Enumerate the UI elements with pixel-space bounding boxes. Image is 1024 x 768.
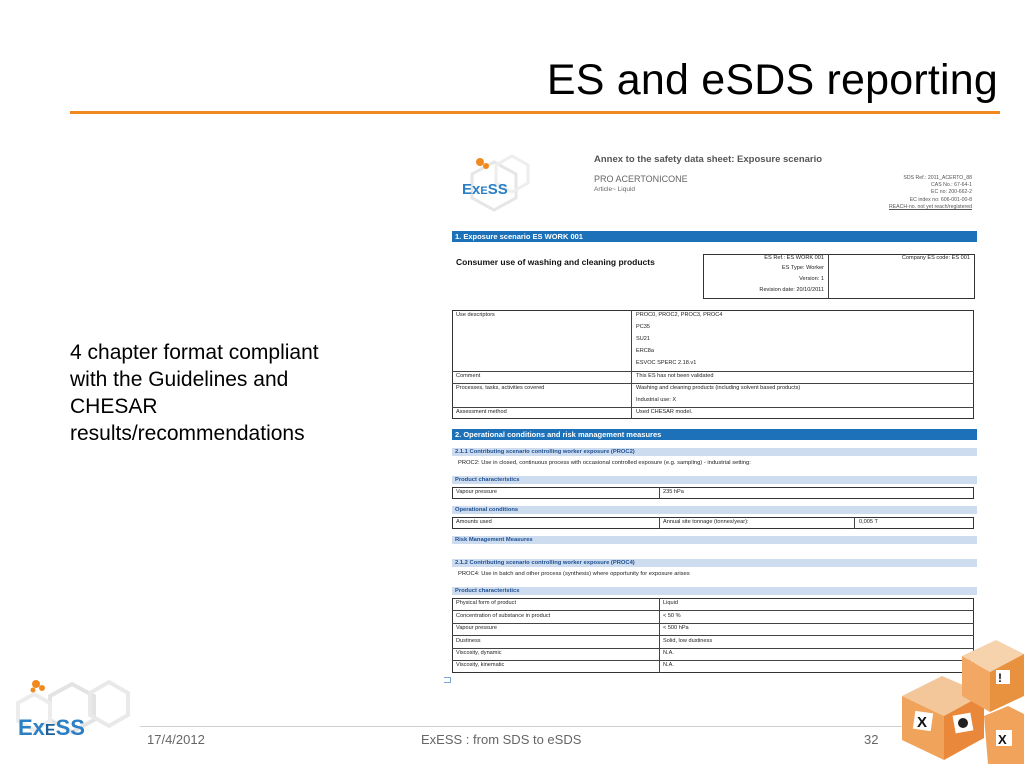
- es-type: ES Type: Worker: [781, 265, 824, 271]
- ref-line: EC no: 200-662-2: [931, 189, 972, 196]
- tonnage-value: 0,005 T: [859, 519, 878, 525]
- use-value: PROC0, PROC2, PROC3, PROC4: [636, 312, 723, 318]
- char-label: Viscosity, dynamic: [456, 650, 502, 656]
- char-label: Concentration of substance in product: [456, 613, 551, 619]
- footer-date: 17/4/2012: [147, 732, 205, 747]
- processes-label: Processes, tasks, activities covered: [456, 385, 545, 391]
- char-value: < 500 hPa: [663, 625, 689, 631]
- product-characteristics-heading: Product characteristics: [452, 476, 977, 484]
- svg-text:X: X: [917, 714, 928, 731]
- processes-value: Industrial use: X: [636, 397, 677, 403]
- char-label: Vapour pressure: [456, 625, 497, 631]
- title-underline: [70, 111, 1000, 114]
- char-value: Solid, low dustiness: [663, 638, 713, 644]
- char-value: N.A.: [663, 662, 674, 668]
- assessment-label: Assessment method: [456, 409, 507, 415]
- vapour-row: [452, 487, 974, 499]
- ref-line: REACH-no. not yet reach/registered: [888, 203, 972, 210]
- proc4-description: PROC4: Use in batch and other process (synthesis) where opportunity for exposure arises: [458, 571, 690, 577]
- hazard-cubes-image: [892, 636, 1024, 768]
- amounts-label: Amounts used: [456, 519, 492, 525]
- svg-text:X: X: [998, 732, 1007, 747]
- char-label: Dustiness: [456, 638, 481, 644]
- slide-body-text: 4 chapter format compliant with the Guidelines and CHESAR results/recommendations: [70, 341, 319, 445]
- risk-management-heading: Risk Management Measures: [452, 536, 977, 544]
- use-table: [452, 310, 974, 419]
- expand-icon[interactable]: [444, 677, 451, 683]
- svg-text:ExESS: ExESS: [18, 715, 85, 740]
- ref-line: EC index no: 606-001-00-8: [909, 196, 972, 203]
- operational-conditions-heading: Operational conditions: [452, 506, 977, 514]
- use-value: SU21: [636, 336, 650, 342]
- proc2-description: PROC2: Use in closed, continuous process with occasional controlled exposure (e.g. sampling) - industrial setting:: [458, 460, 751, 466]
- exess-footer-logo-icon: [14, 676, 134, 746]
- processes-value: Washing and cleaning products (including solvent based products): [636, 385, 801, 391]
- footer-title: ExESS : from SDS to eSDS: [421, 732, 582, 747]
- char-value: Liquid: [663, 600, 678, 606]
- es-version: Version: 1: [799, 276, 824, 282]
- es-revision: Revision date: 20/10/2011: [759, 287, 824, 293]
- product-subtitle: Article~ Liquid: [594, 186, 636, 193]
- document-excerpt: [444, 140, 980, 683]
- assessment-value: Used CHESAR model.: [636, 409, 693, 415]
- char-value: < 50 %: [663, 613, 681, 619]
- es-ref: ES Ref.: ES WORK 001: [764, 255, 824, 261]
- subsection-2-1-2: 2.1.2 Contributing scenario controlling worker exposure (PROC4): [452, 559, 977, 567]
- char-label: Physical form of product: [456, 600, 517, 606]
- use-value: ESVOC SPERC 2.18.v1: [636, 360, 697, 366]
- char-label: Viscosity, kinematic: [456, 662, 505, 668]
- use-value: ERC8a: [636, 348, 655, 354]
- svg-text:ExESS: ExESS: [462, 181, 508, 198]
- use-label: Use descriptors: [456, 312, 495, 318]
- subsection-2-1-1: 2.1.1 Contributing scenario controlling worker exposure (PROC2): [452, 448, 977, 456]
- vapour-label: Vapour pressure: [456, 489, 497, 495]
- section1-bar: 1. Exposure scenario ES WORK 001: [452, 231, 977, 242]
- slide-title: ES and eSDS reporting: [546, 56, 998, 104]
- ref-line: CAS No.: 67-64-1: [931, 182, 972, 189]
- comment-value: This ES has not been validated: [636, 373, 714, 379]
- section2-bar: 2. Operational conditions and risk management measures: [452, 429, 977, 440]
- svg-text:!: !: [998, 671, 1002, 685]
- char-value: N.A.: [663, 650, 674, 656]
- page-number: 32: [864, 732, 879, 747]
- consumer-title: Consumer use of washing and cleaning products: [456, 257, 655, 267]
- exess-logo-icon: [454, 152, 534, 212]
- product-characteristics-heading-2: Product characteristics: [452, 587, 977, 595]
- ref-line: SDS Ref.: 2011_ACERTO_88: [903, 175, 972, 181]
- use-value: PC35: [636, 324, 650, 330]
- product-name: PRO ACERTONICONE: [594, 174, 688, 184]
- footer-rule: [140, 726, 926, 727]
- comment-label: Comment: [456, 373, 481, 379]
- sds-references: [889, 175, 972, 211]
- vapour-value: 235 hPa: [663, 489, 684, 495]
- tonnage-label: Annual site tonnage (tonnes/year):: [663, 519, 749, 525]
- annex-title: Annex to the safety data sheet: Exposure scenario: [594, 154, 823, 165]
- company-es-code: Company ES code: ES 001: [901, 255, 970, 261]
